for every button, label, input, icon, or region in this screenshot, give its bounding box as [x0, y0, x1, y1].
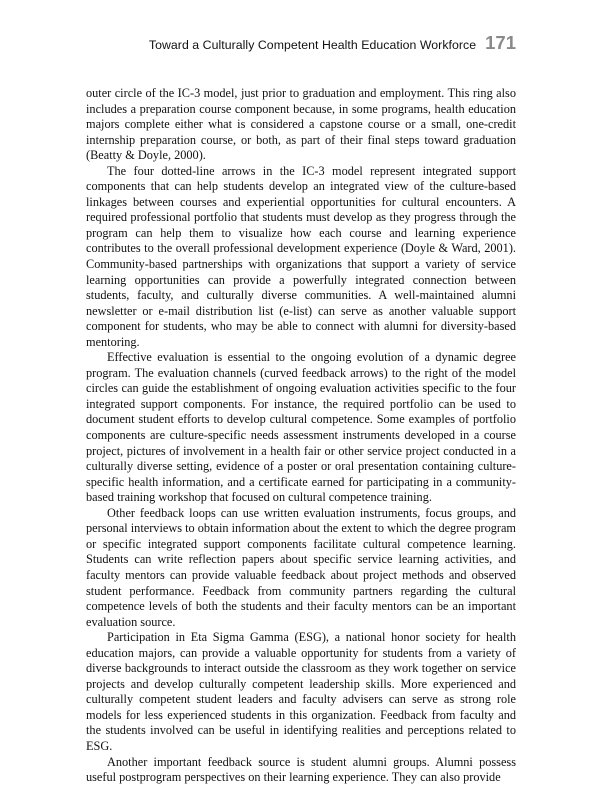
running-title: Toward a Culturally Competent Health Education Workforce — [148, 38, 477, 52]
paragraph: Another important feedback source is student alumni groups. Alumni possess useful postprogram perspectives on their learning experience. They can also provide — [86, 754, 516, 785]
paragraph: outer circle of the IC-3 model, just prior to graduation and employment. This ring also includes a preparation course component because, in some programs, health education majors complete either what is considered a capstone course or a small, one-credit internship preparation course, or both, as part of their final steps toward graduation (Beatty & Doyle, 2000). — [86, 86, 516, 163]
paragraph: The four dotted-line arrows in the IC-3 model represent integrated support components that can help students develop an integrated view of the culture-based linkages between courses and experiential opportunities for cultural encounters. A required professional portfolio that students must develop as they progress through the program can help them to visualize how each course and learning experience contributes to the overall professional development experience (Doyle & Ward, 2001). Community-based partnerships with organizations that support a variety of service learning opportunities can provide a powerfully integrated connection between students, faculty, and culturally diverse communities. A well-maintained alumni newsletter or e-mail distribution list (e-list) can serve as another valuable support component for students, who may be able to connect with alumni for diversity-based mentoring. — [86, 163, 516, 349]
page-number: 171 — [485, 32, 516, 53]
paragraph: Other feedback loops can use written evaluation instruments, focus groups, and personal interviews to obtain information about the extent to which the degree program or specific integrated support components facilitate cultural competence learning. Students can write reflection papers about specific service learning activities, and faculty mentors can provide valuable feedback about project methods and observed student performance. Feedback from community partners regarding the cultural competence levels of both the students and their faculty mentors can be an important evaluation source. — [86, 505, 516, 629]
page-header — [86, 32, 516, 54]
body-text — [86, 86, 516, 786]
paragraph: Participation in Eta Sigma Gamma (ESG), a national honor society for health education majors, can provide a valuable opportunity for students from a variety of diverse backgrounds to interact outside the classroom as they work together on service projects and develop culturally competent leadership skills. More experienced and culturally competent student leaders and faculty advisers can serve as strong role models for less experienced students in this organization. Feedback from faculty and the students involved can be useful in identifying realities and perceptions related to ESG. — [86, 630, 516, 753]
paragraph: Effective evaluation is essential to the ongoing evolution of a dynamic degree program. The evaluation channels (curved feedback arrows) to the right of the model circles can guide the establishment of ongoing evaluation activities specific to the four integrated support components. For instance, the required portfolio can be used to document student efforts to develop cultural competence. Some examples of portfolio components are culture-specific needs assessment instruments developed in a course project, pictures of involvement in a health fair or other service project conducted in a culturally diverse setting, evidence of a poster or oral presentation containing culture-specific health information, and a certificate earned for participating in a community-based training workshop that focused on cultural competence training. — [86, 350, 516, 505]
